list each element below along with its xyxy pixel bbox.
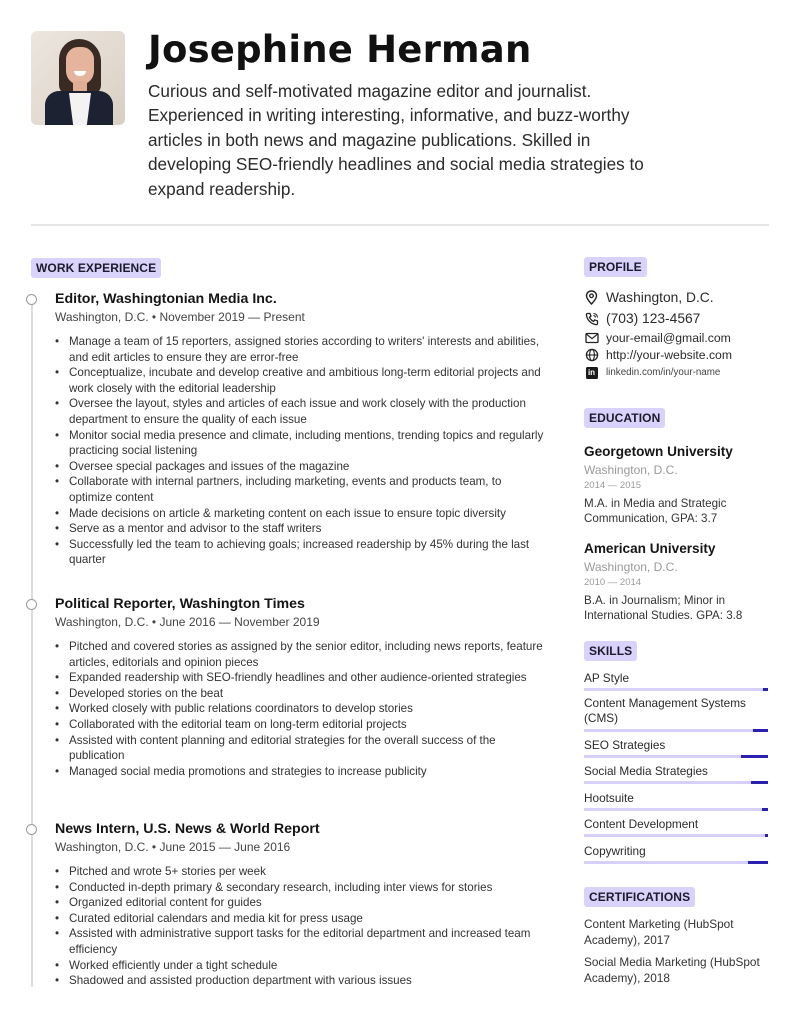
skill-bar bbox=[584, 834, 768, 837]
skill-item bbox=[584, 791, 768, 806]
contact-linkedin bbox=[584, 363, 774, 382]
contact-phone bbox=[584, 308, 774, 329]
certifications-section bbox=[584, 887, 774, 986]
job-bullets bbox=[55, 639, 545, 779]
profile-photo bbox=[31, 31, 125, 125]
summary-line: Experienced in writing interesting, informative, and buzz-worthy bbox=[148, 105, 630, 126]
skills-section bbox=[584, 641, 774, 871]
certification-item: Social Media Marketing (HubSpot Academy), 2018 bbox=[584, 955, 760, 985]
linkedin-icon: in bbox=[584, 365, 599, 380]
job-entry bbox=[55, 291, 545, 568]
skill-item bbox=[584, 764, 768, 779]
school-name: Georgetown University bbox=[584, 444, 733, 459]
phone-icon bbox=[584, 311, 599, 326]
envelope-icon bbox=[584, 330, 599, 345]
bullet-item: • Developed stories on the beat bbox=[55, 686, 545, 702]
job-meta: Washington, D.C. • June 2015 — June 2016 bbox=[55, 840, 291, 854]
profile-section bbox=[584, 257, 774, 382]
contact-list bbox=[584, 287, 774, 382]
bullet-item: • Worked efficiently under a tight schedule bbox=[55, 958, 545, 974]
skill-bar bbox=[584, 755, 768, 758]
summary-line: expand readership. bbox=[148, 178, 296, 199]
bullet-item: • Pitched and covered stories as assigned by the senior editor, including news reports, feature articles, editorials and opinion pieces bbox=[55, 639, 545, 670]
bullet-item: • Shadowed and assisted production department with various issues bbox=[55, 973, 545, 989]
skill-label: Content Development bbox=[584, 817, 699, 831]
job-meta: Washington, D.C. • June 2016 — November 2019 bbox=[55, 615, 320, 629]
timeline-circle-icon bbox=[26, 599, 37, 610]
timeline-circle-icon bbox=[26, 294, 37, 305]
school-location: Washington, D.C. bbox=[584, 463, 678, 477]
bullet-item: • Oversee special packages and issues of the magazine bbox=[55, 459, 545, 475]
bullet-item: • Collaborate with internal partners, including marketing, events and products team, to optimize content bbox=[55, 474, 545, 505]
school-years: 2014 — 2015 bbox=[584, 480, 642, 491]
education-entry bbox=[584, 444, 774, 527]
section-tag-skills: SKILLS bbox=[584, 641, 637, 661]
job-title: Editor, Washingtonian Media Inc. bbox=[55, 291, 277, 307]
summary-line: developing SEO-friendly headlines and social media strategies to bbox=[148, 154, 644, 175]
bullet-item: • Manage a team of 15 reporters, assigned stories according to writers' interests and abilities, and edit articles to ensure they are error-free bbox=[55, 334, 545, 365]
section-tag-profile: PROFILE bbox=[584, 257, 647, 277]
skill-bar bbox=[584, 808, 768, 811]
skill-item bbox=[584, 671, 768, 686]
skill-bar bbox=[584, 729, 768, 732]
skill-label: Hootsuite bbox=[584, 791, 634, 805]
work-experience-section bbox=[31, 257, 551, 278]
job-entry bbox=[55, 596, 545, 779]
skill-bar-fill bbox=[751, 781, 768, 784]
job-bullets bbox=[55, 864, 545, 989]
skill-bar-fill bbox=[763, 688, 768, 691]
summary bbox=[148, 79, 708, 201]
website-link[interactable]: http://your-website.com bbox=[606, 347, 732, 362]
bullet-item: • Conceptualize, incubate and develop creative and ambitious long-term editorial projects and work closely with the editorial leadership bbox=[55, 365, 545, 396]
skill-bar-fill bbox=[753, 729, 768, 732]
skill-label: Copywriting bbox=[584, 844, 646, 858]
bullet-item: • Serve as a mentor and advisor to the staff writers bbox=[55, 521, 545, 537]
skill-item bbox=[584, 844, 768, 859]
phone-link[interactable]: (703) 123-4567 bbox=[606, 311, 701, 326]
location-text: Washington, D.C. bbox=[606, 290, 714, 305]
job-bullets bbox=[55, 334, 545, 568]
school-location: Washington, D.C. bbox=[584, 559, 678, 574]
bullet-item: • Assisted with content planning and editorial strategies for the overall success of the publication bbox=[55, 733, 545, 764]
skill-label: Content Management Systems (CMS) bbox=[584, 696, 746, 726]
skill-bar-fill bbox=[741, 755, 768, 758]
education-entry bbox=[584, 541, 774, 624]
certification-item: Content Marketing (HubSpot Academy), 2017 bbox=[584, 917, 734, 947]
bullet-item: • Conducted in-depth primary & secondary research, including inter views for stories bbox=[55, 880, 545, 896]
section-tag-certifications: CERTIFICATIONS bbox=[584, 887, 695, 907]
bullet-item: • Worked closely with public relations coordinators to develop stories bbox=[55, 701, 545, 717]
map-pin-icon bbox=[584, 290, 599, 305]
education-section bbox=[584, 408, 774, 624]
skill-label: AP Style bbox=[584, 671, 630, 685]
skill-bar bbox=[584, 781, 768, 784]
job-meta: Washington, D.C. • November 2019 — Present bbox=[55, 310, 305, 324]
skill-bar-fill bbox=[748, 861, 768, 864]
bullet-item: • Successfully led the team to achieving goals; increased readership by 45% during the last quarter bbox=[55, 537, 545, 568]
job-title: Political Reporter, Washington Times bbox=[55, 596, 305, 612]
linkedin-link[interactable]: linkedin.com/in/your-name bbox=[606, 367, 721, 378]
skill-bar bbox=[584, 861, 768, 864]
skill-item bbox=[584, 696, 768, 727]
section-tag-work-experience: WORK EXPERIENCE bbox=[31, 258, 161, 278]
school-degree: M.A. in Media and Strategic Communication, GPA: 3.7 bbox=[584, 497, 727, 526]
bullet-item: • Organized editorial content for guides bbox=[55, 895, 545, 911]
skill-bar-fill bbox=[762, 808, 768, 811]
skill-bar-fill bbox=[765, 834, 768, 837]
school-degree: B.A. in Journalism; Minor in International Studies. GPA: 3.8 bbox=[584, 593, 743, 623]
school-name: American University bbox=[584, 540, 716, 556]
summary-line: Curious and self-motivated magazine editor and journalist. bbox=[148, 81, 592, 101]
job-entry bbox=[55, 821, 545, 989]
bullet-item: • Assisted with administrative support tasks for the editorial department and increased team efficiency bbox=[55, 926, 545, 957]
bullet-item: • Oversee the layout, styles and articles of each issue and work closely with the production department to ensure the quality of each issue bbox=[55, 396, 545, 427]
timeline-circle-icon bbox=[26, 824, 37, 835]
section-tag-education: EDUCATION bbox=[584, 408, 665, 428]
timeline-line bbox=[31, 304, 33, 987]
contact-website bbox=[584, 346, 774, 363]
header-divider bbox=[31, 224, 769, 226]
skill-item bbox=[584, 738, 768, 753]
contact-location bbox=[584, 287, 774, 308]
summary-line: articles in both news and magazine publications. Skilled in bbox=[148, 129, 591, 150]
skill-label: SEO Strategies bbox=[584, 738, 666, 752]
skill-bar bbox=[584, 688, 768, 691]
bullet-item: • Collaborated with the editorial team on long-term editorial projects bbox=[55, 717, 545, 733]
school-years: 2010 — 2014 bbox=[584, 576, 642, 588]
bullet-item: • Expanded readership with SEO-friendly headlines and other audience-oriented strategies bbox=[55, 670, 545, 686]
contact-email bbox=[584, 329, 774, 346]
bullet-item: • Pitched and wrote 5+ stories per week bbox=[55, 864, 545, 880]
skill-item bbox=[584, 817, 768, 832]
bullet-item: • Curated editorial calendars and media kit for press usage bbox=[55, 911, 545, 927]
globe-icon bbox=[584, 347, 599, 362]
skill-label: Social Media Strategies bbox=[584, 764, 708, 778]
job-title: News Intern, U.S. News & World Report bbox=[55, 821, 320, 837]
bullet-item: • Monitor social media presence and climate, including mentions, trending topics and regularly practicing social listening bbox=[55, 428, 545, 459]
candidate-name: Josephine Herman bbox=[148, 28, 532, 71]
bullet-item: • Made decisions on article & marketing content on each issue to ensure topic diversity bbox=[55, 506, 545, 522]
email-link[interactable]: your-email@gmail.com bbox=[606, 330, 731, 345]
bullet-item: • Managed social media promotions and strategies to increase publicity bbox=[55, 764, 545, 780]
